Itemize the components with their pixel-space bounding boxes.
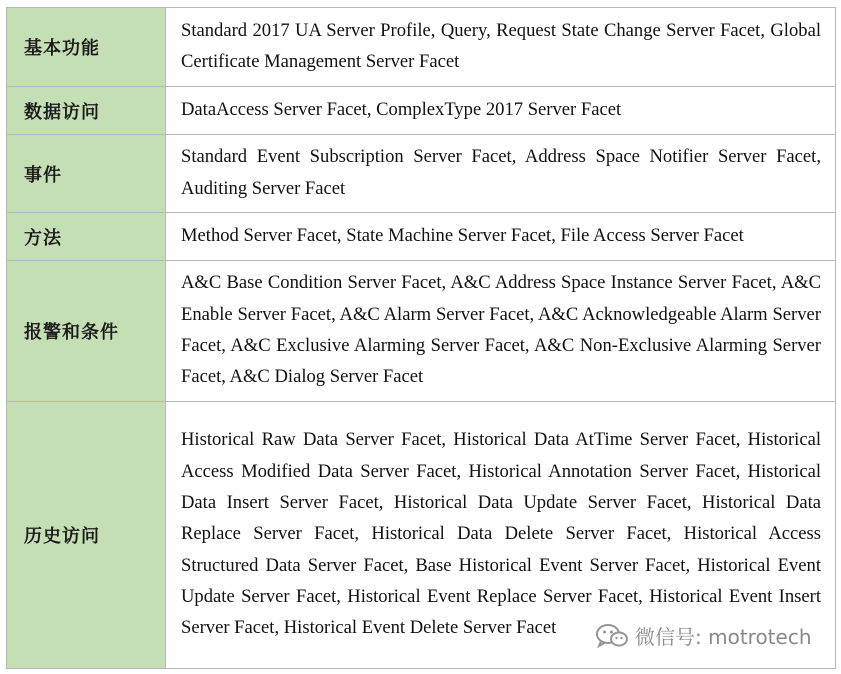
facets-cell: Historical Raw Data Server Facet, Historical Data AtTime Server Facet, Historical Access Modified Data Server Facet, Historical Annotation Server Facet, Historical Data Insert Server Facet, Historical Data Update Server Facet, Historical Data Replace Server Facet, Historical Data Delete Server Facet, Historical Access Structured Data Server Facet, Base Historical Event Server Facet, Historical Event Update Server Facet, Historical Event Replace Server Facet, Historical Event Insert Server Facet, Historical Event Delete Server Facet <box>166 402 836 669</box>
category-cell: 报警和条件 <box>7 261 166 402</box>
facets-cell: DataAccess Server Facet, ComplexType 2017 Server Facet <box>166 87 836 135</box>
facet-table <box>6 7 836 669</box>
category-cell: 历史访问 <box>7 402 166 669</box>
table-row <box>7 213 836 261</box>
watermark-text: 微信号: motrotech <box>635 625 812 649</box>
table-row <box>7 8 836 87</box>
facets-cell: Method Server Facet, State Machine Server Facet, File Access Server Facet <box>166 213 836 261</box>
watermark <box>595 621 812 650</box>
facets-cell: Standard 2017 UA Server Profile, Query, Request State Change Server Facet, Global Certificate Management Server Facet <box>166 8 836 87</box>
table-row <box>7 87 836 135</box>
category-cell: 事件 <box>7 135 166 213</box>
table-row <box>7 135 836 213</box>
category-cell: 数据访问 <box>7 87 166 135</box>
facets-cell: A&C Base Condition Server Facet, A&C Address Space Instance Server Facet, A&C Enable Server Facet, A&C Alarm Server Facet, A&C Acknowledgeable Alarm Server Facet, A&C Exclusive Alarming Server Facet, A&C Non-Exclusive Alarming Server Facet, A&C Dialog Server Facet <box>166 261 836 402</box>
table-row <box>7 261 836 402</box>
category-cell: 方法 <box>7 213 166 261</box>
facets-cell: Standard Event Subscription Server Facet, Address Space Notifier Server Facet, Auditing Server Facet <box>166 135 836 213</box>
category-cell: 基本功能 <box>7 8 166 87</box>
wechat-icon <box>595 623 629 649</box>
